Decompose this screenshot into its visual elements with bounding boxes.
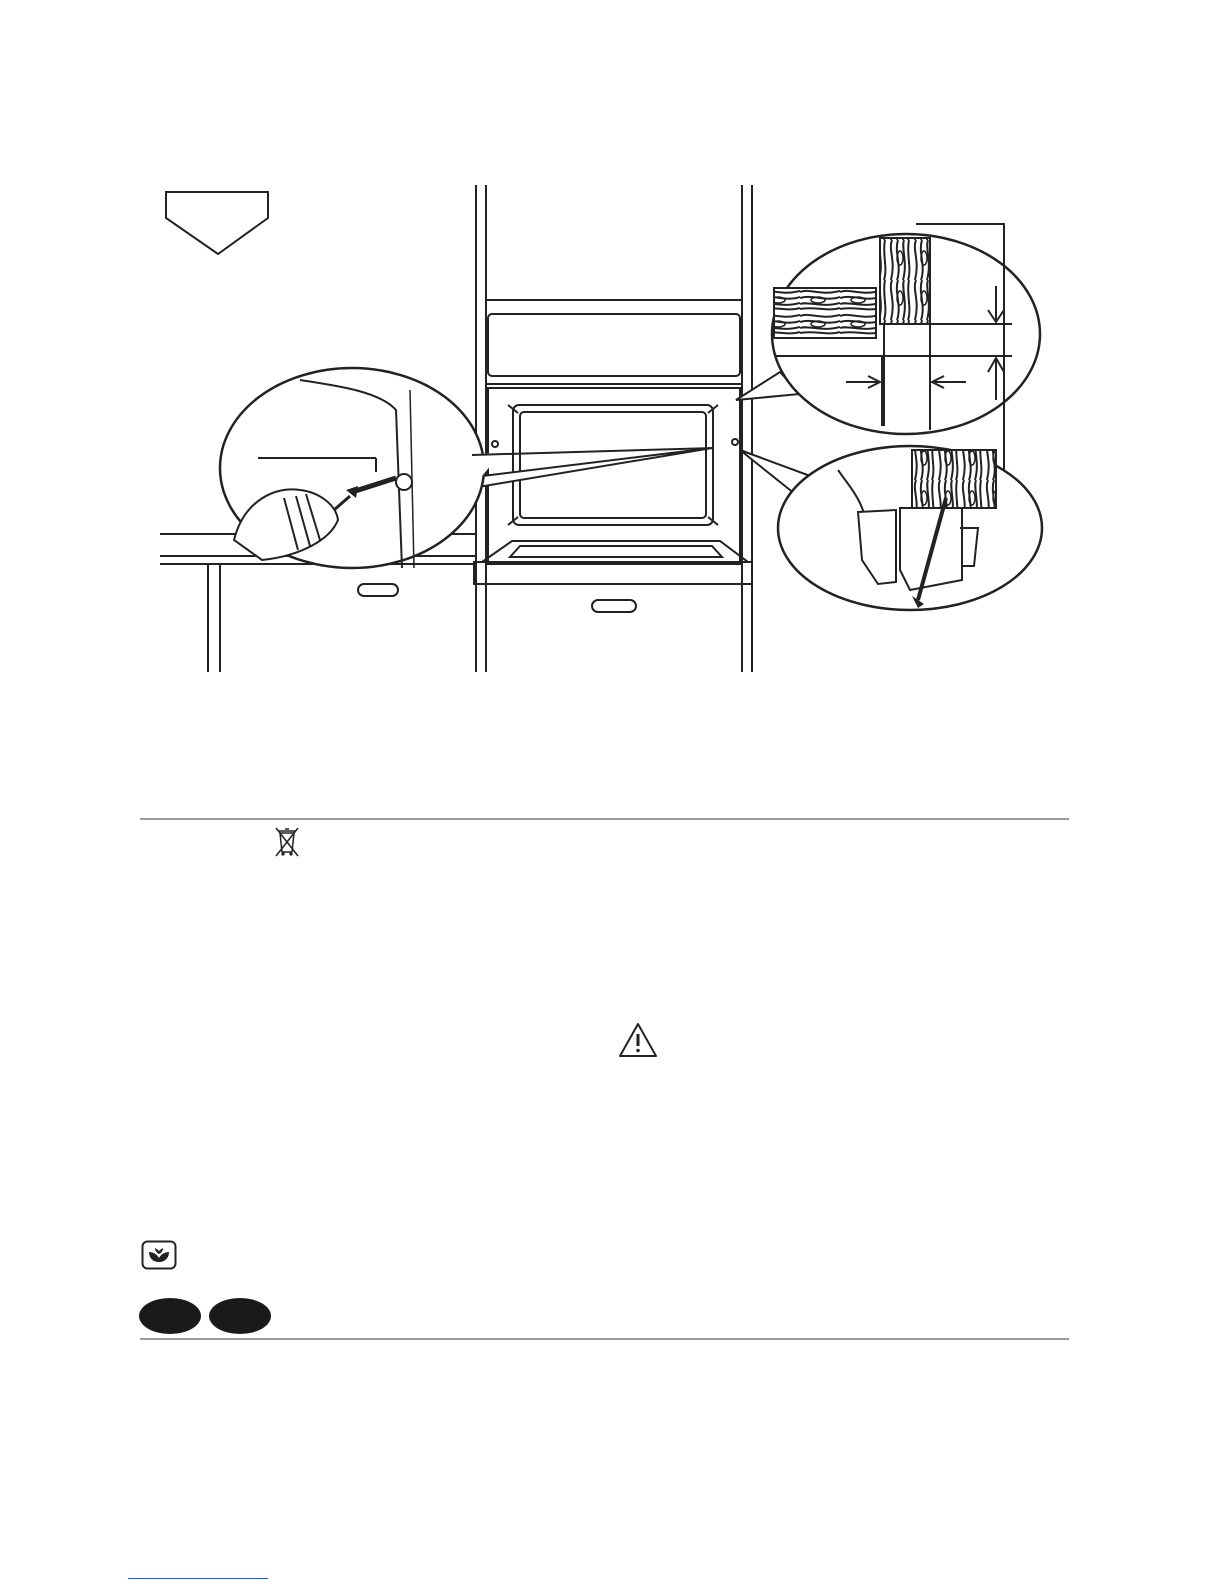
eco-flower-icon [141, 1240, 177, 1270]
language-marker-2 [209, 1298, 271, 1334]
tall-cabinet [474, 185, 752, 672]
footer-link-underline[interactable] [128, 1578, 268, 1579]
crossed-out-wheelie-bin-icon [270, 824, 304, 858]
section-divider-bottom [140, 1338, 1069, 1340]
screw-detail-callout [740, 446, 1042, 610]
warning-triangle-icon [618, 1022, 658, 1058]
step-marker [166, 192, 268, 254]
language-marker-1 [139, 1298, 201, 1334]
installation-illustration [0, 0, 1224, 700]
drill-detail-callout [220, 368, 714, 568]
section-divider-top [140, 818, 1069, 820]
